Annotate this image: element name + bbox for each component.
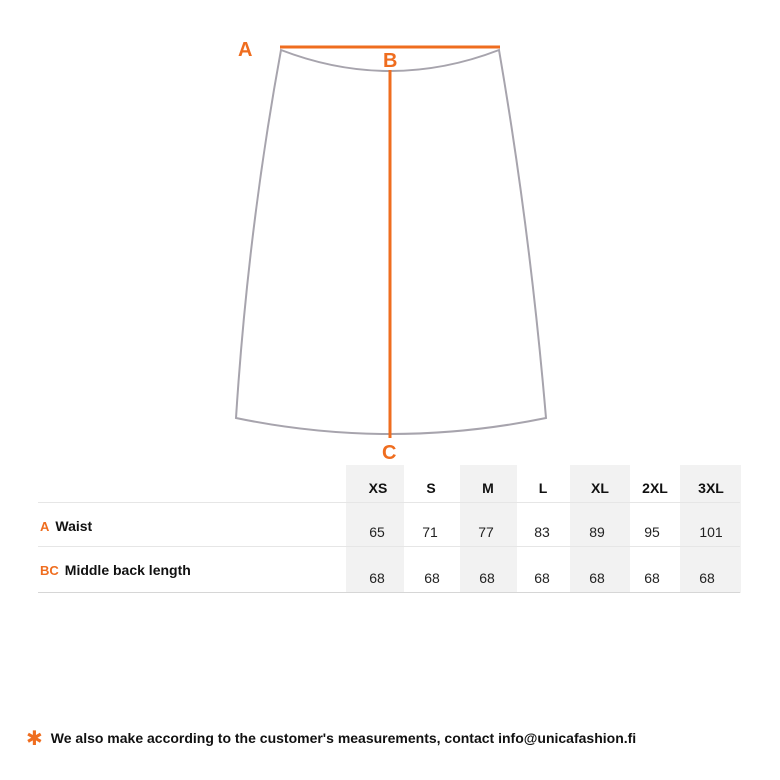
table-bottom-border — [38, 592, 740, 593]
size-header: L — [538, 480, 548, 496]
table-cell: 68 — [589, 570, 605, 586]
row-divider — [38, 502, 740, 503]
size-header: M — [482, 480, 494, 496]
size-header: XL — [591, 480, 609, 496]
size-header: 2XL — [642, 480, 668, 496]
row-label-text: Waist — [55, 518, 93, 534]
table-cell: 101 — [699, 524, 723, 540]
table-cell: 77 — [478, 524, 494, 540]
custom-measurements-note — [26, 724, 636, 749]
table-cell: 68 — [424, 570, 440, 586]
size-header: XS — [368, 480, 388, 496]
size-header: 3XL — [698, 480, 724, 496]
label-b: B — [383, 50, 398, 72]
table-cell: 95 — [644, 524, 660, 540]
row-code: A — [40, 519, 50, 534]
table-cell: 68 — [699, 570, 715, 586]
table-cell: 83 — [534, 524, 550, 540]
label-a: A — [238, 39, 253, 61]
table-cell: 89 — [589, 524, 605, 540]
note-text: We also make according to the customer's measurements, contact info@unicafashion.fi — [50, 730, 637, 746]
row-label-text: Middle back length — [64, 562, 191, 578]
table-cell: 65 — [369, 524, 385, 540]
row-code: BC — [40, 563, 59, 578]
label-c: C — [382, 442, 397, 464]
table-cell: 68 — [644, 570, 660, 586]
row-label-middle-back-length — [40, 562, 191, 578]
table-cell: 68 — [479, 570, 495, 586]
table-cell: 68 — [369, 570, 385, 586]
table-cell: 71 — [422, 524, 438, 540]
asterisk-icon: ✱ — [26, 728, 43, 750]
row-divider — [38, 546, 740, 547]
size-header: S — [426, 480, 436, 496]
row-label-waist — [40, 518, 92, 534]
table-cell: 68 — [534, 570, 550, 586]
